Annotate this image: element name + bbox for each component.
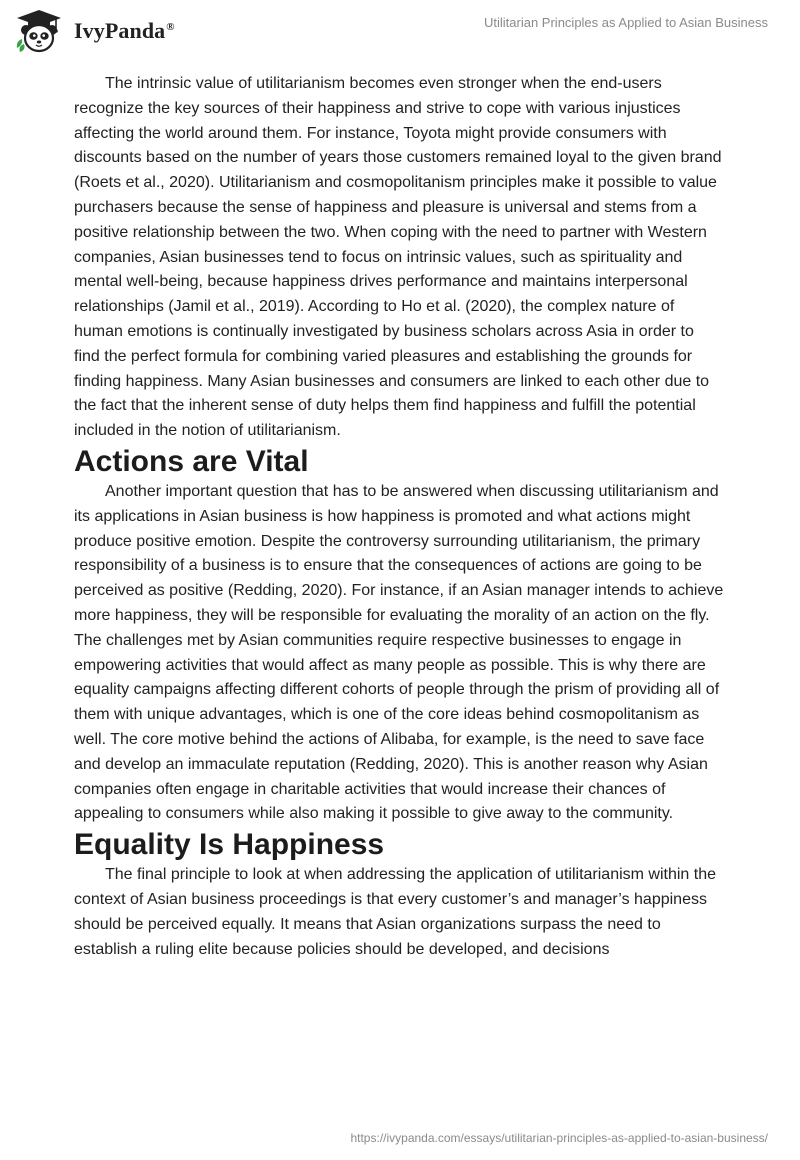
page-header [0, 0, 800, 60]
document-title: Utilitarian Principles as Applied to Asian Business [484, 15, 768, 30]
panda-graduate-icon [14, 8, 64, 54]
heading-actions-are-vital: Actions are Vital [74, 444, 309, 478]
ivypanda-logo[interactable] [14, 8, 175, 54]
paragraph-intrinsic-value: The intrinsic value of utilitarianism becomes even stronger when the end-users recognize the key sources of their happiness and strive to cope with various injustices affecting the world around them. For instance, Toyota might provide consumers with discounts based on the number of years those customers remained loyal to the given brand (Roets et al., 2020). Utilitarianism and cosmopolitanism principles make it possible to value purchasers because the sense of happiness and pleasure is universal and stems from a positive relationship between the two. When coping with the need to partner with Western companies, Asian businesses tend to focus on intrinsic values, such as spirituality and mental well-being, because happiness drives performance and maintains interpersonal relationships (Jamil et al., 2019). According to Ho et al. (2020), the complex nature of human emotions is continually investigated by business scholars across Asia in order to find the perfect formula for combining varied pleasures and establishing the grounds for finding happiness. Many Asian businesses and consumers are linked to each other due to the fact that the inherent sense of duty helps them find happiness and fulfill the potential included in the notion of utilitarianism. [74, 75, 722, 440]
essay-content [74, 72, 724, 962]
paragraph-equality: The final principle to look at when addressing the application of utilitarianism within the context of Asian business proceedings is that every customer’s and manager’s happiness should be perceived equally. It means that Asian organizations surpass the need to establish a ruling elite because policies should be developed, and decisions [74, 866, 717, 958]
heading-equality-is-happiness: Equality Is Happiness [74, 828, 385, 862]
brand-name: IvyPanda® [74, 18, 175, 43]
source-url[interactable]: https://ivypanda.com/essays/utilitarian-principles-as-applied-to-asian-business/ [350, 1131, 768, 1145]
paragraph-actions: Another important question that has to be answered when discussing utilitarianism and its applications in Asian business is how happiness is promoted and what actions might produce positive emotion. Despite the controversy surrounding utilitarianism, the primary responsibility of a business is to ensure that the consequences of actions are going to be perceived as positive (Redding, 2020). For instance, if an Asian manager intends to achieve more happiness, they will be responsible for evaluating the morality of an action on the fly. The challenges met by Asian communities require respective businesses to engage in empowering activities that would affect as many people as possible. This is why there are equality campaigns affecting different cohorts of people through the prism of providing all of them with unique advantages, which is one of the core ideas behind cosmopolitanism as well. The core motive behind the actions of Alibaba, for example, is the need to save face and develop an immaculate reputation (Redding, 2020). This is another reason why Asian companies often engage in charitable activities that would increase their chances of appealing to consumers while also making it possible to give away to the community. [74, 482, 724, 823]
registered-mark: ® [166, 20, 175, 33]
